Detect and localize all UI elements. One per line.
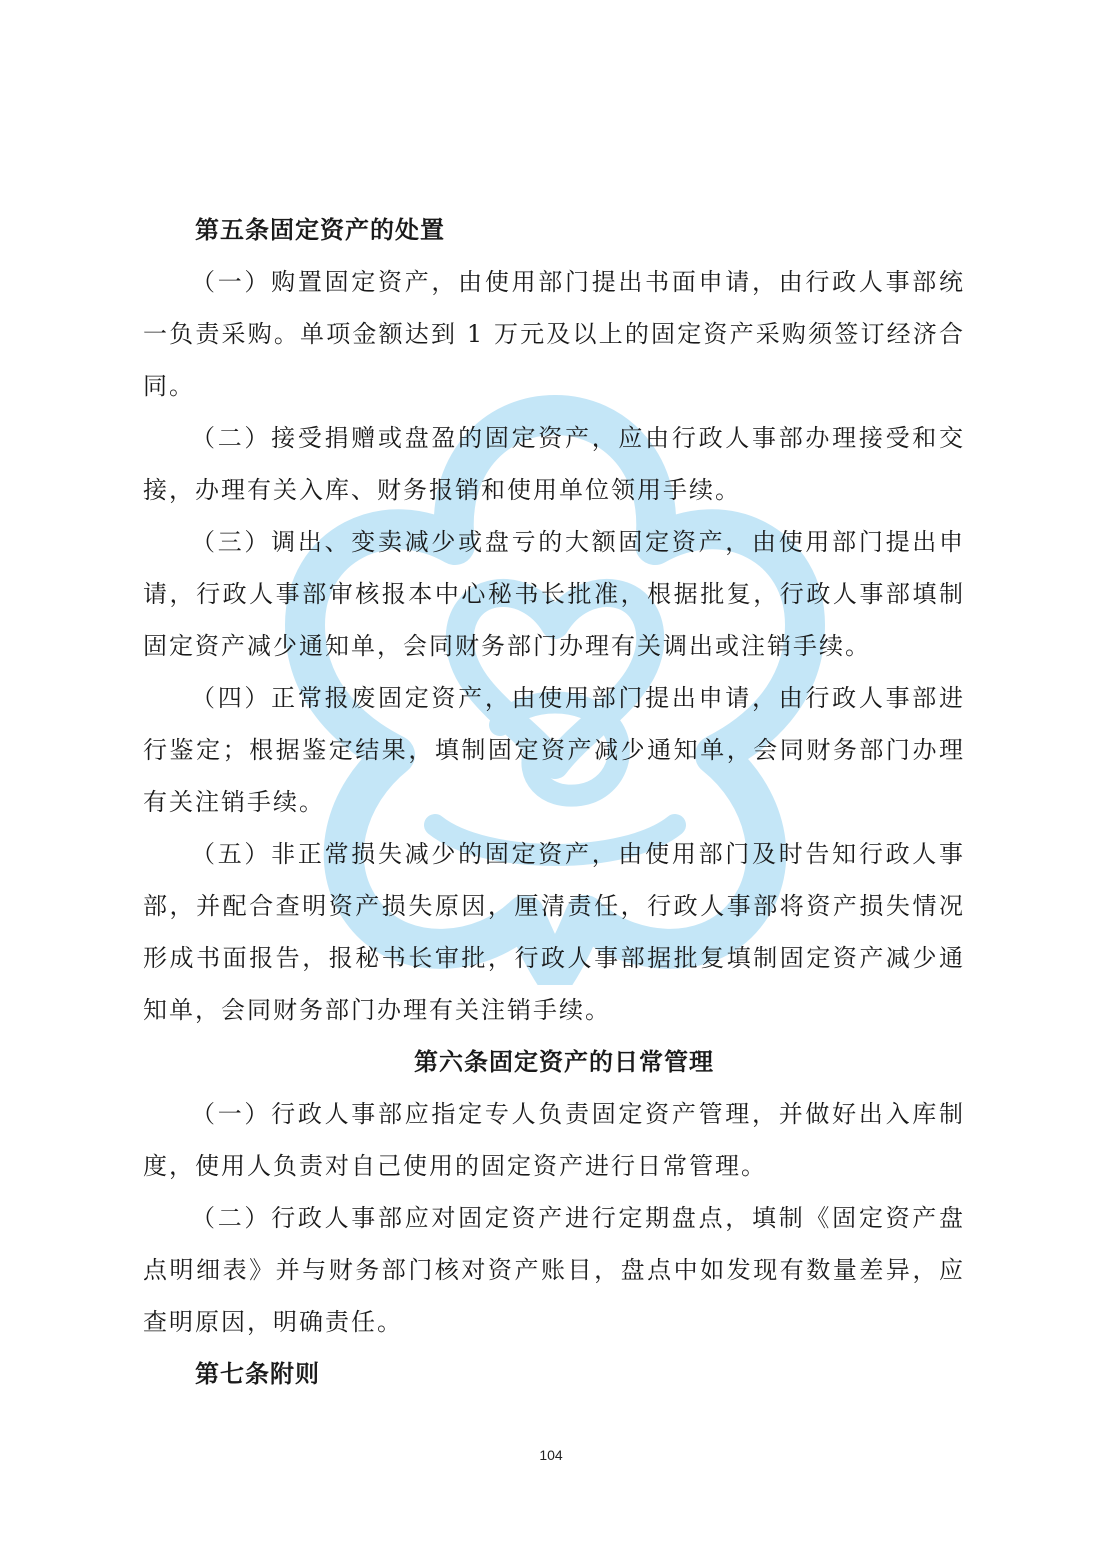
section-heading-article-7: 第七条附则 xyxy=(195,1360,320,1388)
section-heading-article-6: 第六条固定资产的日常管理 xyxy=(414,1048,714,1076)
paragraph-article-6-item-1: （一）行政人事部应指定专人负责固定资产管理，并做好出入库制度，使用人负责对自己使用的固定资产进行日常管理。 xyxy=(143,1100,965,1180)
section-heading-article-5: 第五条固定资产的处置 xyxy=(195,216,445,244)
paragraph-article-5-item-2: （二）接受捐赠或盘盈的固定资产，应由行政人事部办理接受和交接，办理有关入库、财务报销和使用单位领用手续。 xyxy=(143,424,965,504)
paragraph-article-6-item-2: （二）行政人事部应对固定资产进行定期盘点，填制《固定资产盘点明细表》并与财务部门核对资产账目，盘点中如发现有数量差异，应查明原因，明确责任。 xyxy=(143,1204,965,1336)
page-number: 104 xyxy=(539,1447,563,1463)
paragraph-article-5-item-3: （三）调出、变卖减少或盘亏的大额固定资产，由使用部门提出申请，行政人事部审核报本中心秘书长批准，根据批复，行政人事部填制固定资产减少通知单，会同财务部门办理有关调出或注销手续。 xyxy=(143,528,965,660)
paragraph-article-5-item-5: （五）非正常损失减少的固定资产，由使用部门及时告知行政人事部，并配合查明资产损失原因，厘清责任，行政人事部将资产损失情况形成书面报告，报秘书长审批，行政人事部据批复填制固定资产减少通知单，会同财务部门办理有关注销手续。 xyxy=(143,840,965,1024)
paragraph-article-5-item-1: （一）购置固定资产，由使用部门提出书面申请，由行政人事部统一负责采购。单项金额达到 1 万元及以上的固定资产采购须签订经济合同。 xyxy=(143,268,965,400)
document-body xyxy=(143,204,965,1400)
paragraph-article-5-item-4: （四）正常报废固定资产，由使用部门提出申请，由行政人事部进行鉴定；根据鉴定结果，填制固定资产减少通知单，会同财务部门办理有关注销手续。 xyxy=(143,684,965,816)
